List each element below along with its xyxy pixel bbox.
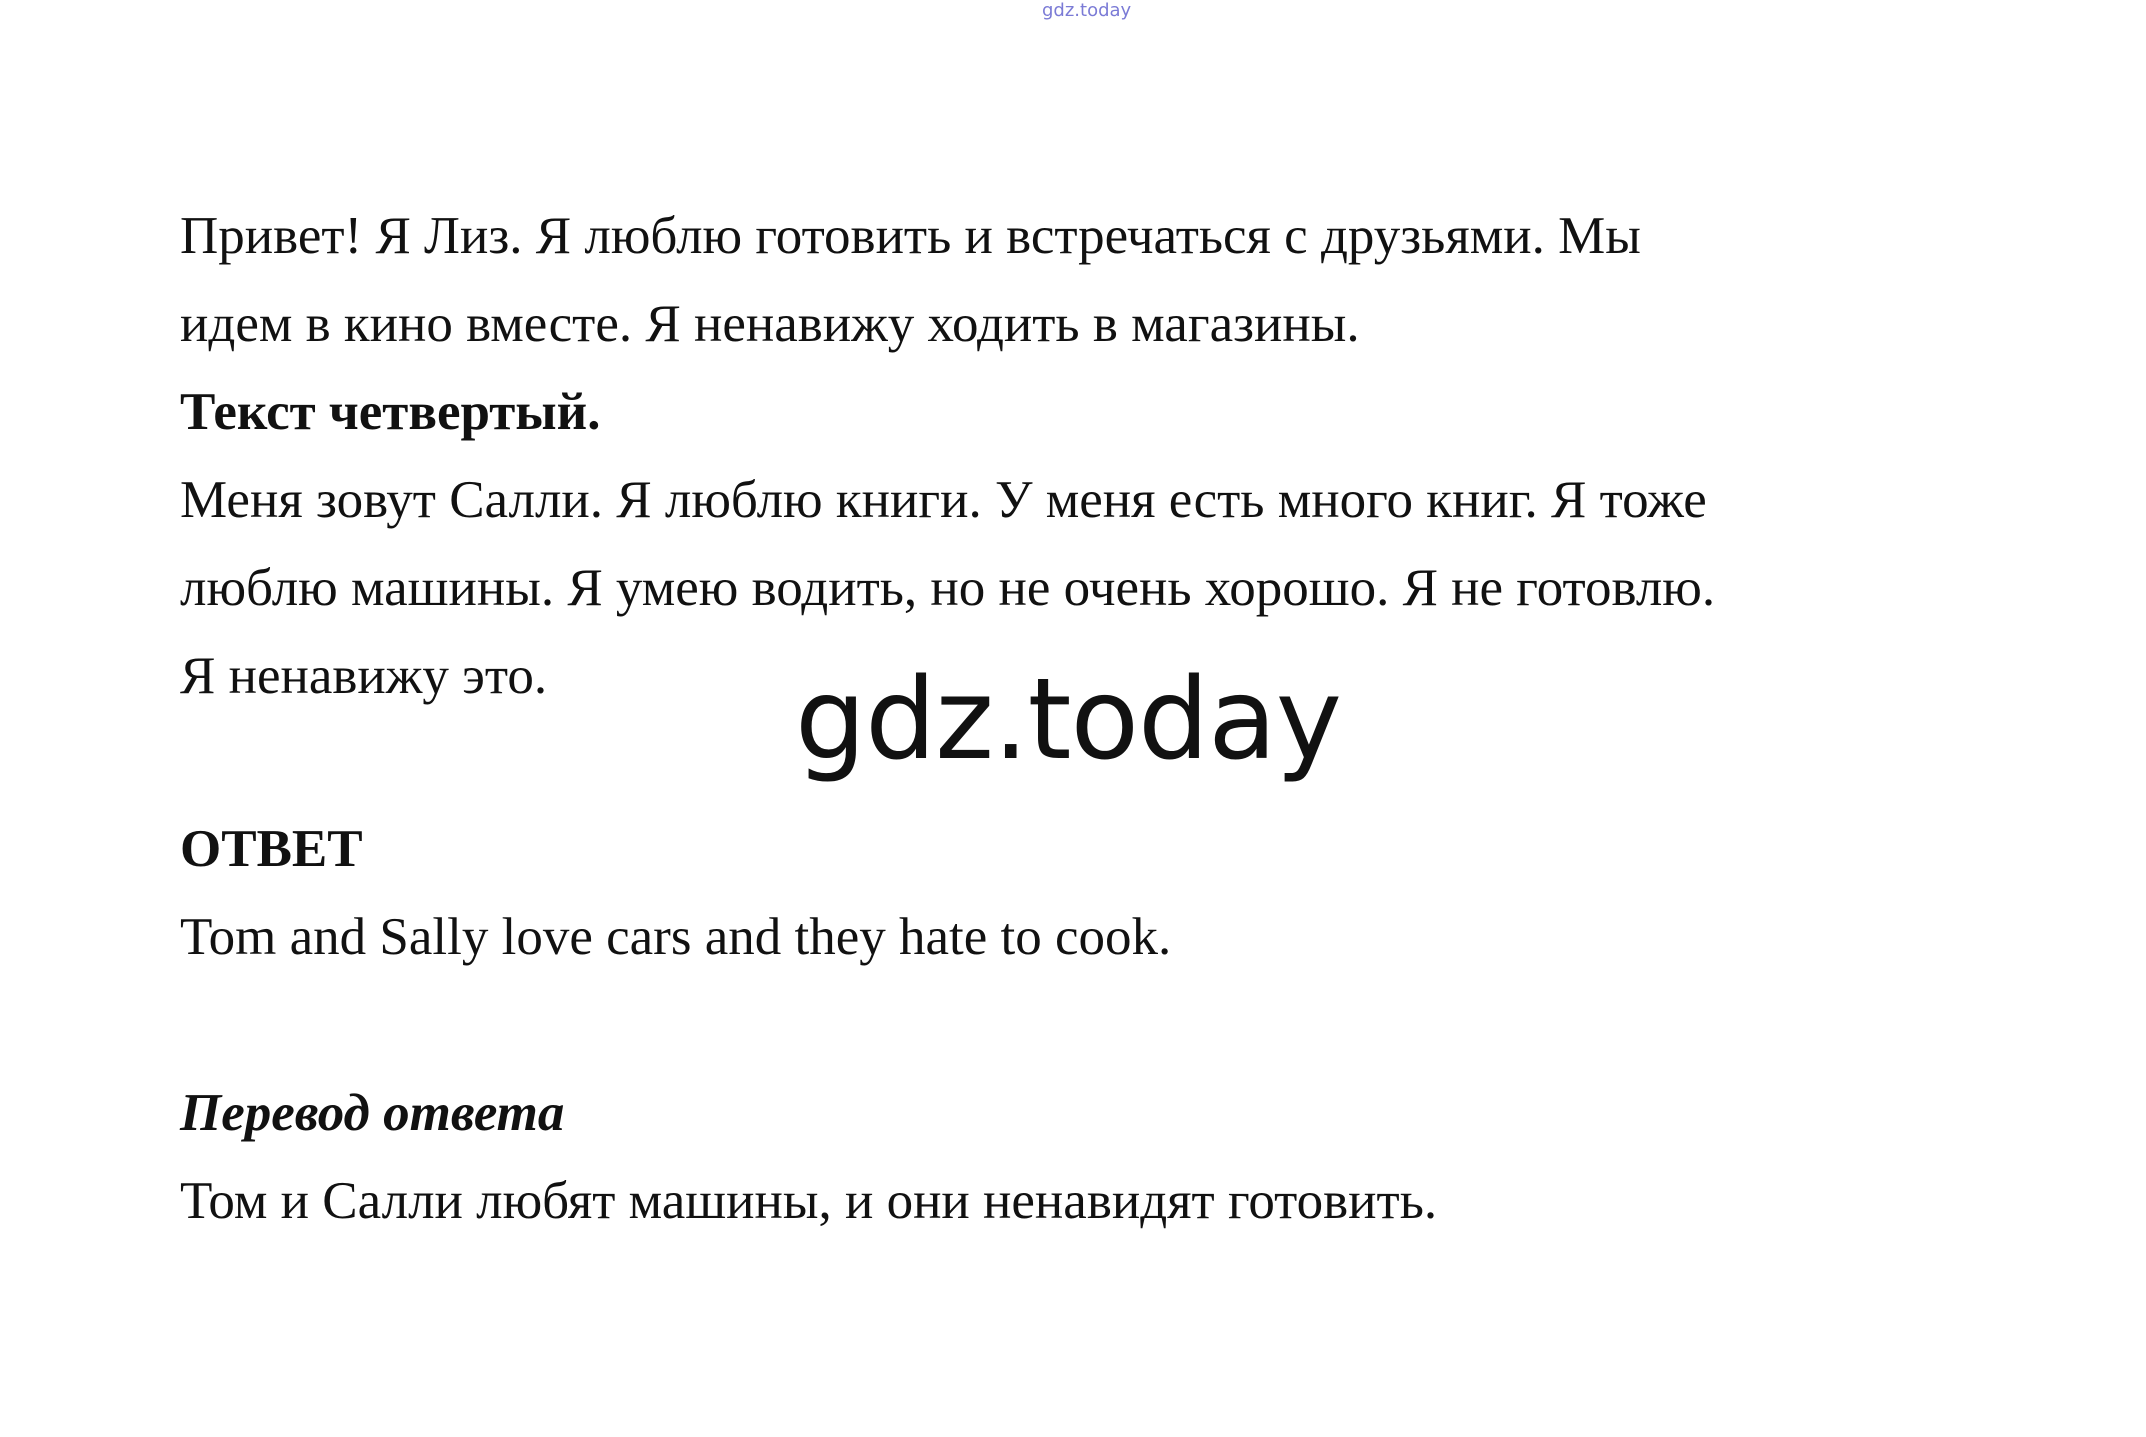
paragraph-line: Я ненавижу это. bbox=[180, 647, 548, 705]
answer-text: Tom and Sally love cars and they hate to cook. bbox=[180, 908, 1172, 966]
watermark-large: gdz.today bbox=[795, 655, 1342, 785]
translation-text: Том и Салли любят машины, и они ненавидят готовить. bbox=[180, 1172, 1438, 1230]
translation-heading: Перевод ответа bbox=[180, 1084, 565, 1142]
paragraph-line: идем в кино вместе. Я ненавижу ходить в магазины. bbox=[180, 295, 1360, 353]
paragraph-line: люблю машины. Я умею водить, но не очень хорошо. Я не готовлю. bbox=[180, 559, 1716, 617]
watermark-small: gdz.today bbox=[1042, 0, 1132, 21]
answer-heading: ОТВЕТ bbox=[180, 820, 363, 878]
paragraph-line: Меня зовут Салли. Я люблю книги. У меня есть много книг. Я тоже bbox=[180, 471, 1707, 529]
section-heading: Текст четвертый. bbox=[180, 383, 601, 441]
paragraph-line: Привет! Я Лиз. Я люблю готовить и встречаться с друзьями. Мы bbox=[180, 207, 1641, 265]
